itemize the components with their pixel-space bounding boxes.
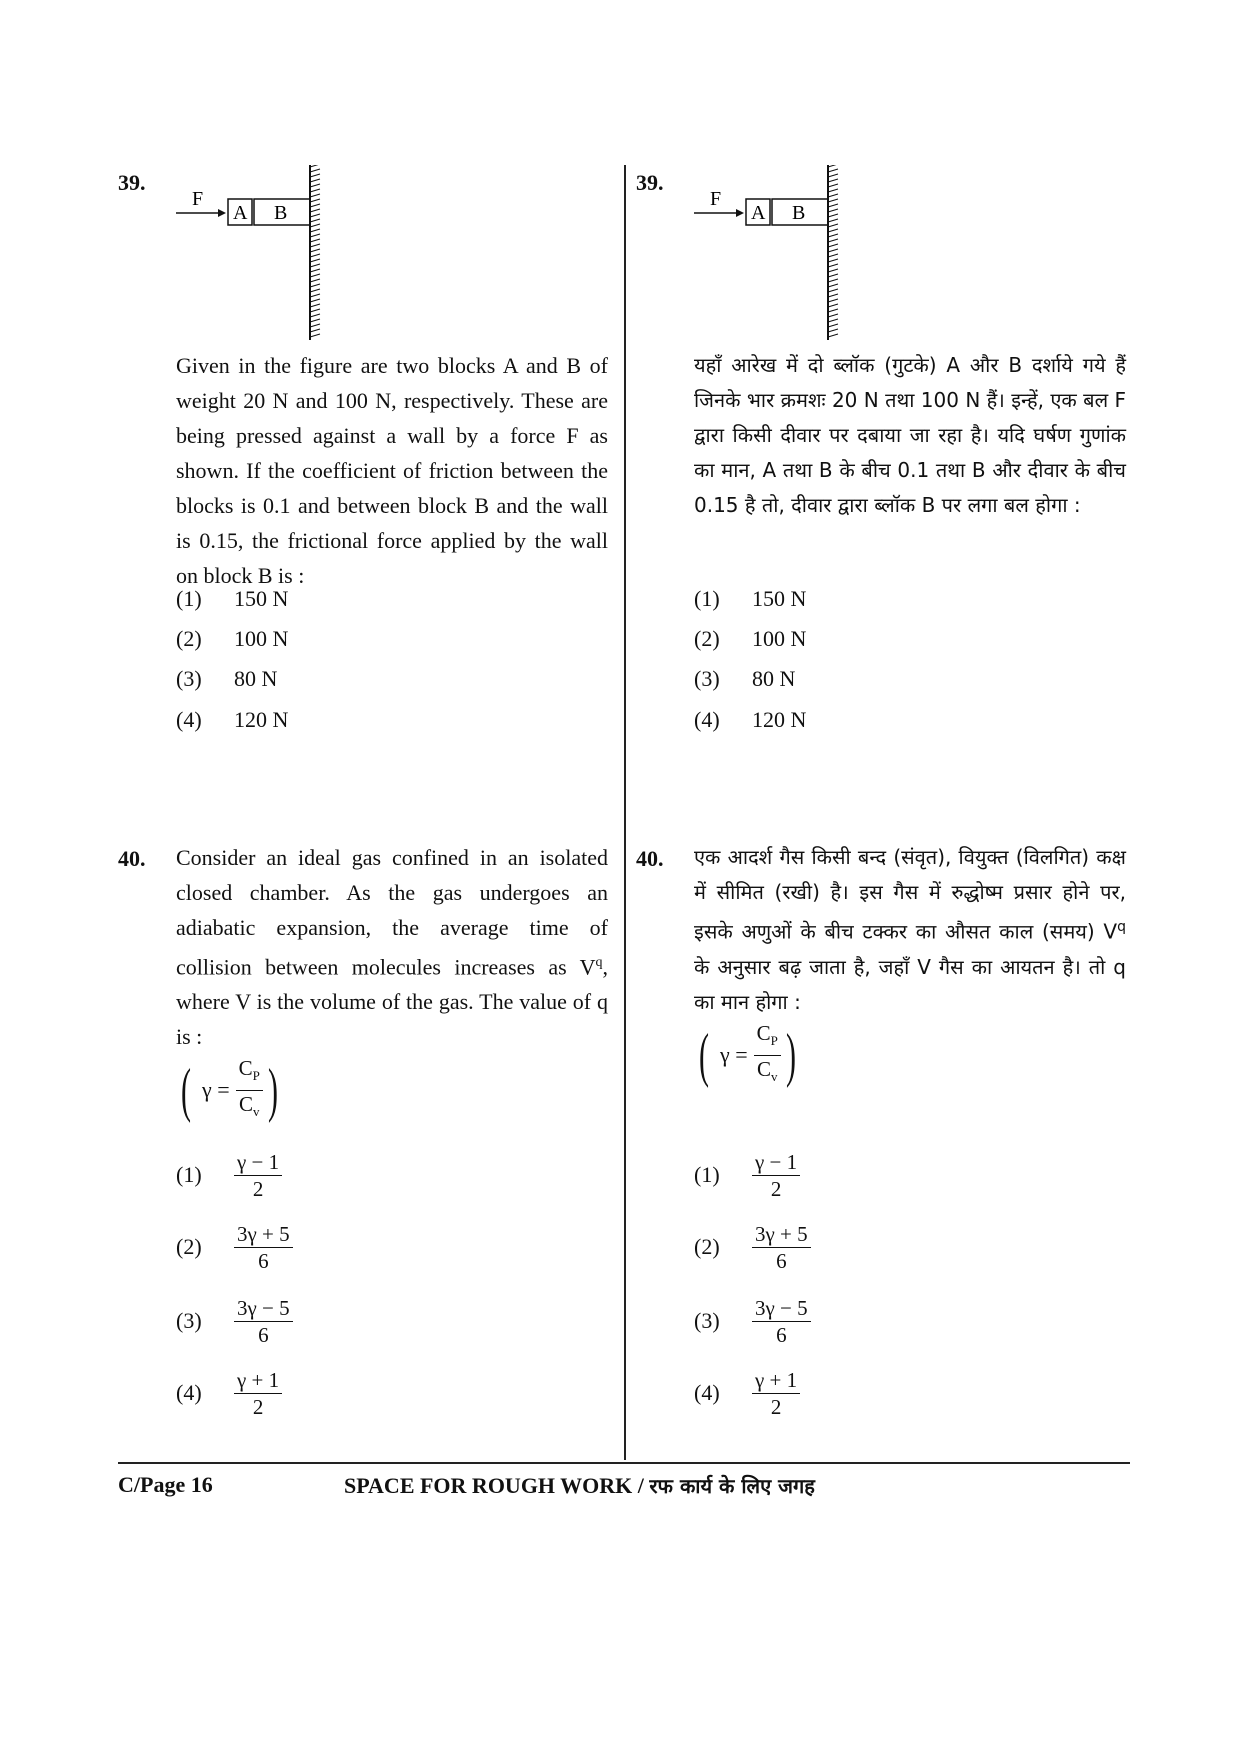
hatch-mark: [310, 179, 320, 182]
hatch-mark: [828, 199, 838, 202]
hatch-mark: [310, 304, 320, 307]
option-3[interactable]: (3) $\frac{3\gamma - 5}{6}$: [176, 1291, 293, 1351]
hatch-mark: [828, 299, 838, 302]
hatch-mark: [310, 209, 320, 212]
hatch-mark: [828, 244, 838, 247]
option-1[interactable]: (1) $\frac{\gamma - 1}{2}$: [176, 1145, 282, 1205]
hatch-mark: [310, 234, 320, 237]
hatch-mark: [828, 179, 838, 182]
hatch-mark: [310, 184, 320, 187]
hatch-mark: [310, 199, 320, 202]
hatch-mark: [828, 304, 838, 307]
question-40-stem: Consider an ideal gas confined in an isolated closed chamber. As the gas undergoes an adiabatic expansion, the average time of collision between molecules increases as $V^q$, where V is the volume of the gas. The value of q is :: [176, 845, 608, 1050]
hatch-mark: [828, 319, 838, 322]
hatch-mark: [828, 269, 838, 272]
hatch-mark: [310, 244, 320, 247]
option-2[interactable]: (2) 100 N: [176, 626, 289, 651]
option-3[interactable]: (3) 80 N: [694, 666, 796, 691]
wall-hatch: [310, 165, 320, 337]
question-number: 40.: [636, 846, 664, 871]
hatch-mark: [828, 184, 838, 187]
hatch-mark: [310, 269, 320, 272]
question-39-stem: यहाँ आरेख में दो ब्लॉक (गुटके) A और B दर्शाये गये हैं जिनके भार क्रमशः 20 N तथा 100 N हैं। इन्हें, एक बल F द्वारा किसी दीवार पर दबाया जा रहा है। यदि घर्षण गुणांक का मान, A तथा B के बीच 0.1 तथा B और दीवार के बीच 0.15 है तो, दीवार द्वारा ब्लॉक B पर लगा बल होगा :: [694, 353, 1126, 517]
hatch-mark: [310, 229, 320, 232]
hatch-mark: [310, 264, 320, 267]
hatch-mark: [310, 165, 320, 167]
hatch-mark: [310, 329, 320, 332]
gamma-definition: ( γ = $\frac{C_P}{C_v}$ ): [698, 1021, 796, 1088]
block-b-label: B: [274, 202, 288, 224]
hatch-mark: [828, 329, 838, 332]
hatch-mark: [310, 319, 320, 322]
hatch-mark: [310, 194, 320, 197]
hatch-mark: [310, 214, 320, 217]
question-39-stem: Given in the figure are two blocks A and B of weight 20 N and 100 N, respectively. These are being pressed against a wall by a force F as shown. If the coefficient of friction between the blocks is 0.1 and between block B and the wall is 0.15, the frictional force applied by the wall on block B is :: [176, 353, 608, 588]
hatch-mark: [310, 239, 320, 242]
hatch-mark: [310, 254, 320, 257]
hatch-mark: [828, 234, 838, 237]
hatch-mark: [310, 279, 320, 282]
hatch-mark: [828, 209, 838, 212]
option-1[interactable]: (1) $\frac{\gamma - 1}{2}$: [694, 1145, 800, 1205]
hatch-mark: [310, 314, 320, 317]
hatch-mark: [828, 224, 838, 227]
hatch-mark: [310, 189, 320, 192]
hatch-mark: [310, 249, 320, 252]
hatch-mark: [310, 334, 320, 337]
hatch-mark: [310, 284, 320, 287]
hatch-mark: [828, 189, 838, 192]
page-number: C/Page 16: [118, 1472, 213, 1497]
hatch-mark: [828, 169, 838, 172]
option-4[interactable]: (4) 120 N: [694, 707, 807, 732]
hatch-mark: [310, 289, 320, 292]
option-4[interactable]: (4) $\frac{\gamma + 1}{2}$: [176, 1363, 282, 1423]
hatch-mark: [828, 219, 838, 222]
hatch-mark: [828, 194, 838, 197]
hatch-mark: [310, 324, 320, 327]
question-number: 40.: [118, 846, 146, 871]
hatch-mark: [828, 294, 838, 297]
blocks-against-wall-figure: [694, 165, 854, 345]
wall-hatch: [828, 165, 838, 337]
question-number: 39.: [636, 170, 664, 195]
hatch-mark: [828, 229, 838, 232]
option-1[interactable]: (1) 150 N: [176, 586, 289, 611]
hatch-mark: [828, 334, 838, 337]
hatch-mark: [828, 274, 838, 277]
option-2[interactable]: (2) 100 N: [694, 626, 807, 651]
option-3[interactable]: (3) $\frac{3\gamma - 5}{6}$: [694, 1291, 811, 1351]
option-3[interactable]: (3) 80 N: [176, 666, 278, 691]
hatch-mark: [828, 214, 838, 217]
option-4[interactable]: (4) 120 N: [176, 707, 289, 732]
question-number: 39.: [118, 170, 146, 195]
hatch-mark: [828, 204, 838, 207]
hatch-mark: [310, 274, 320, 277]
hatch-mark: [310, 294, 320, 297]
footer-rule: [118, 1462, 1130, 1464]
hatch-mark: [828, 289, 838, 292]
option-1[interactable]: (1) 150 N: [694, 586, 807, 611]
hatch-mark: [310, 169, 320, 172]
hatch-mark: [828, 264, 838, 267]
option-4[interactable]: (4) $\frac{\gamma + 1}{2}$: [694, 1363, 800, 1423]
hatch-mark: [310, 259, 320, 262]
hatch-mark: [310, 309, 320, 312]
column-divider: [624, 165, 626, 1460]
hatch-mark: [828, 309, 838, 312]
hatch-mark: [310, 204, 320, 207]
option-2[interactable]: (2) $\frac{3\gamma + 5}{6}$: [176, 1217, 293, 1277]
hatch-mark: [310, 224, 320, 227]
block-b-label: B: [792, 202, 806, 224]
rough-work-label: SPACE FOR ROUGH WORK / रफ कार्य के लिए जगह: [344, 1473, 815, 1498]
hatch-mark: [828, 284, 838, 287]
hatch-mark: [828, 174, 838, 177]
hatch-mark: [828, 165, 838, 167]
block-a-label: A: [233, 202, 248, 224]
gamma-definition: ( γ = $\frac{C_P}{C_v}$ ): [180, 1056, 278, 1123]
hatch-mark: [828, 324, 838, 327]
hatch-mark: [828, 239, 838, 242]
option-2[interactable]: (2) $\frac{3\gamma + 5}{6}$: [694, 1217, 811, 1277]
question-40-stem: एक आदर्श गैस किसी बन्द (संवृत), वियुक्त (विलगित) कक्ष में सीमित (रखी) है। इस गैस में रुद्धोष्म प्रसार होने पर, इसके अणुओं के बीच टक्कर का औसत काल (समय) $V^q$ के अनुसार बढ़ जाता है, जहाँ V गैस का आयतन है। तो q का मान होगा :: [694, 845, 1126, 1014]
blocks-against-wall-figure: [176, 165, 336, 345]
hatch-mark: [310, 219, 320, 222]
hatch-mark: [828, 314, 838, 317]
force-label: F: [192, 188, 204, 210]
hatch-mark: [310, 174, 320, 177]
block-a-label: A: [751, 202, 766, 224]
hatch-mark: [828, 279, 838, 282]
hatch-mark: [828, 249, 838, 252]
hatch-mark: [828, 254, 838, 257]
hatch-mark: [828, 259, 838, 262]
force-label: F: [710, 188, 722, 210]
hatch-mark: [310, 299, 320, 302]
